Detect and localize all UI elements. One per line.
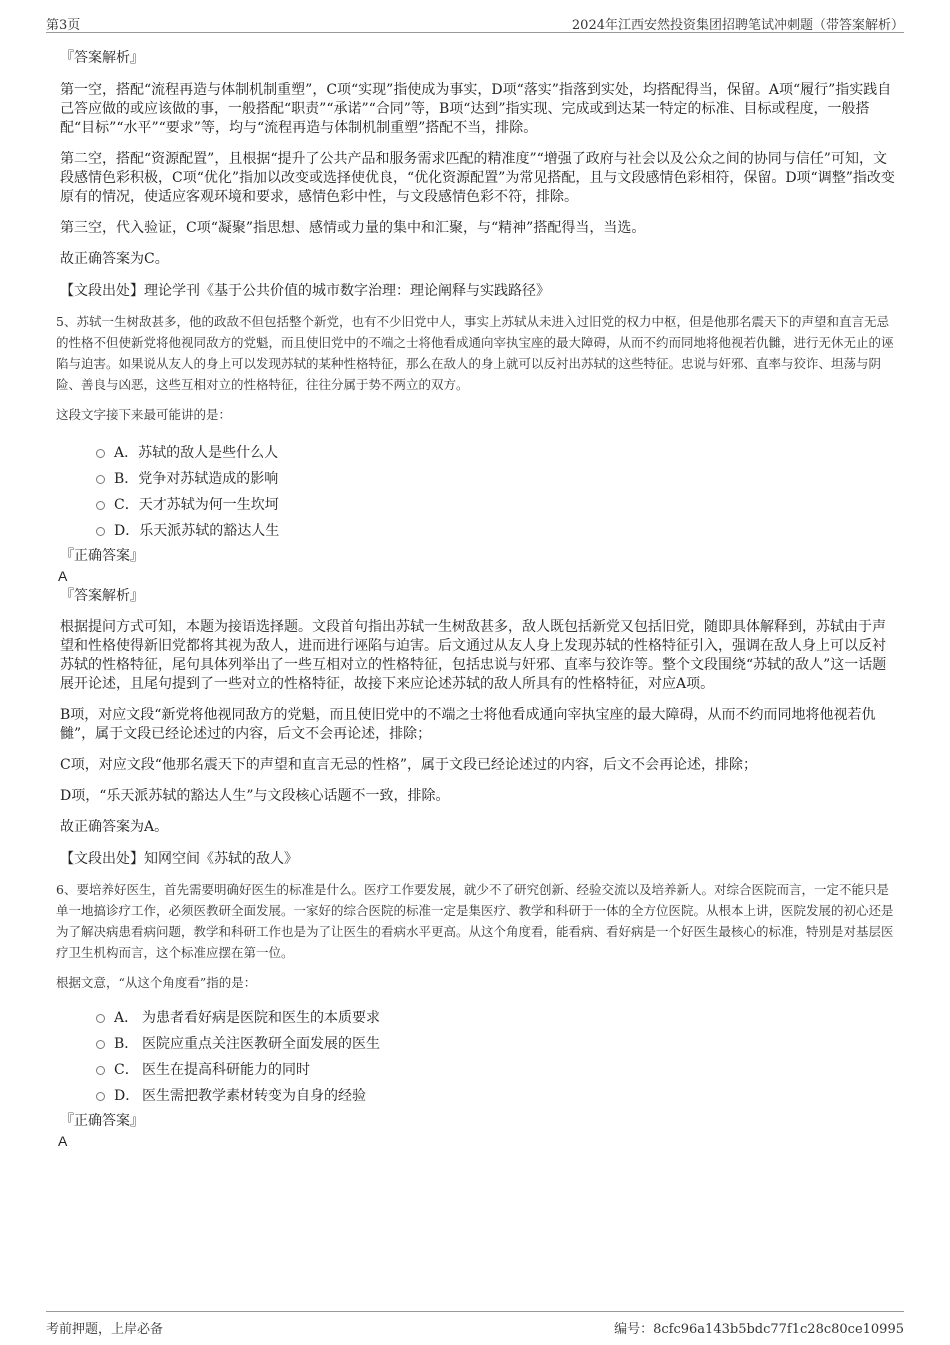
analysis-label: 『答案解析』 <box>60 50 144 66</box>
analysis-paragraph: D项，“乐天派苏轼的豁达人生”与文段核心话题不一致，排除。 <box>60 788 450 804</box>
analysis-conclusion: 故正确答案为C。 <box>60 251 169 267</box>
option-c[interactable] <box>56 1057 896 1083</box>
radio-icon[interactable] <box>96 1066 105 1075</box>
option-text: 党争对苏轼造成的影响 <box>138 471 279 487</box>
option-text: 医生在提高科研能力的同时 <box>142 1062 310 1078</box>
option-a[interactable] <box>56 440 896 466</box>
footer-note: 考前押题，上岸必备 <box>46 1322 164 1337</box>
question-5-text: 5、苏轼一生树敌甚多，他的政敌不但包括整个新党，也有不少旧党中人，事实上苏轼从未进入过旧党的权力中枢，但是他那名震天下的声望和直言无忌的性格不但使新党将他视同敌方的党魁，而且使旧党中的不端之士将他看成通向宰执宝座的最大障碍，从而不约而同地将他视若仇雠，进行无休无止的诬陷与迫害。如果说从友人的身上可以发现苏轼的某种性格特征，那么在敌人的身上就可以反衬出苏轼的这些特征。忠说与奸邪、直率与狡诈、坦荡与阴险、善良与凶恶，这些互相对立的性格特征，往往分属于势不两立的双方。 <box>56 314 894 392</box>
page-header <box>46 10 904 33</box>
radio-icon[interactable] <box>96 527 105 536</box>
radio-icon[interactable] <box>96 475 105 484</box>
page-footer <box>46 1311 904 1336</box>
analysis-paragraph: 根据提问方式可知，本题为接语选择题。文段首句指出苏轼一生树敌甚多，敌人既包括新党又包括旧党，随即具体解释到，苏轼由于声望和性格使得新旧党都将其视为敌人，进而进行诬陷与迫害。后文通过从友人身上发现苏轼的性格特征引入，强调在敌人身上可以反衬苏轼的性格特征，尾句具体列举出了一些互相对立的性格特征，包括忠说与奸邪、直率与狡诈等。整个文段围绕“苏轼的敌人”这一话题展开论述，且尾句提到了一些对立的性格特征，故接下来应论述苏轼的敌人所具有的性格特征，对应A项。 <box>60 619 887 692</box>
question-5-options <box>56 440 896 544</box>
correct-answer: A <box>58 568 68 584</box>
question-6-prompt: 根据文意，“从这个角度看”指的是： <box>56 975 257 990</box>
analysis-paragraph: 第二空，搭配“资源配置”，且根据“提升了公共产品和服务需求匹配的精准度”“增强了政府与社会以及公众之间的协同与信任”可知，文段感情色彩积极，C项“优化”指加以改变或选择使优良，“优化资源配置”为常见搭配，且与文段感情色彩相符，保留。D项“调整”指改变原有的情况，使适应客观环境和要求，感情色彩中性，与文段感情色彩不符，排除。 <box>60 151 895 205</box>
option-d[interactable] <box>56 1083 896 1109</box>
radio-icon[interactable] <box>96 1092 105 1101</box>
analysis-paragraph: 第三空，代入验证，C项“凝聚”指思想、感情或力量的集中和汇聚，与“精神”搭配得当，当选。 <box>60 220 646 236</box>
question-6-text: 6、要培养好医生，首先需要明确好医生的标准是什么。医疗工作要发展，就少不了研究创新、经验交流以及培养新人。对综合医院而言，一定不能只是单一地搞诊疗工作，必须医教研全面发展。一家好的综合医院的标准一定是集医疗、教学和科研于一体的全方位医院。从根本上讲，医院发展的初心还是为了解决病患看病问题，教学和科研工作也是为了让医生的看病水平更高。从这个角度看，能看病、看好病是一个好医生最核心的标准，特别是对基层医疗卫生机构而言，这个标准应摆在第一位。 <box>56 882 894 960</box>
correct-answer-label: 『正确答案』 <box>60 548 144 564</box>
option-b[interactable] <box>56 466 896 492</box>
option-text: 天才苏轼为何一生坎坷 <box>138 497 279 513</box>
radio-icon[interactable] <box>96 449 105 458</box>
option-text: 为患者看好病是医院和医生的本质要求 <box>142 1010 380 1026</box>
page-content <box>56 44 896 1151</box>
analysis-paragraph: B项，对应文段“新党将他视同敌方的党魁，而且使旧党中的不端之士将他看成通向宰执宝座的最大障碍，从而不约而同地将他视若仇雠”，属于文段已经论述过的内容，后文不会再论述，排除； <box>60 707 876 742</box>
option-text: 医生需把教学素材转变为自身的经验 <box>142 1088 366 1104</box>
option-letter: D． <box>114 523 140 539</box>
radio-icon[interactable] <box>96 1040 105 1049</box>
document-title: 2024年江西安然投资集团招聘笔试冲刺题（带答案解析） <box>571 18 904 33</box>
analysis-conclusion: 故正确答案为A。 <box>60 819 169 835</box>
option-c[interactable] <box>56 492 896 518</box>
option-text: 苏轼的敌人是些什么人 <box>138 445 279 461</box>
option-d[interactable] <box>56 518 896 544</box>
option-b[interactable] <box>56 1031 896 1057</box>
correct-answer-label: 『正确答案』 <box>60 1113 144 1129</box>
source-citation: 【文段出处】知网空间《苏轼的敌人》 <box>60 851 298 867</box>
option-letter: A． <box>114 1010 139 1026</box>
analysis-paragraph: 第一空，搭配“流程再造与体制机制重塑”，C项“实现”指使成为事实，D项“落实”指落到实处，均搭配得当，保留。A项“履行”指实践自己答应做的或应该做的事，一般搭配“职责”“承诺”“合同”等，B项“达到”指实现、完成或到达某一特定的标准、目标或程度，一般搭配“目标”“水平”“要求”等，均与“流程再造与体制机制重塑”搭配不当，排除。 <box>60 82 892 136</box>
correct-answer: A <box>58 1133 68 1149</box>
option-a[interactable] <box>56 1005 896 1031</box>
page-number: 第3页 <box>46 18 81 33</box>
option-text: 医院应重点关注医教研全面发展的医生 <box>142 1036 380 1052</box>
question-6-options <box>56 1005 896 1109</box>
option-letter: C． <box>114 497 139 513</box>
option-text: 乐天派苏轼的豁达人生 <box>139 523 280 539</box>
radio-icon[interactable] <box>96 501 105 510</box>
source-citation: 【文段出处】理论学刊《基于公共价值的城市数字治理：理论阐释与实践路径》 <box>60 283 550 299</box>
option-letter: D． <box>114 1088 140 1104</box>
analysis-label: 『答案解析』 <box>60 588 144 604</box>
option-letter: B． <box>114 1036 139 1052</box>
option-letter: B． <box>114 471 139 487</box>
question-5-prompt: 这段文字接下来最可能讲的是： <box>56 407 232 422</box>
document-code: 编号：8cfc96a143b5bdc77f1c28c80ce10995 <box>614 1322 904 1337</box>
analysis-paragraph: C项，对应文段“他那名震天下的声望和直言无忌的性格”，属于文段已经论述过的内容，后文不会再论述，排除； <box>60 757 758 773</box>
radio-icon[interactable] <box>96 1014 105 1023</box>
option-letter: A． <box>114 445 139 461</box>
option-letter: C． <box>114 1062 139 1078</box>
